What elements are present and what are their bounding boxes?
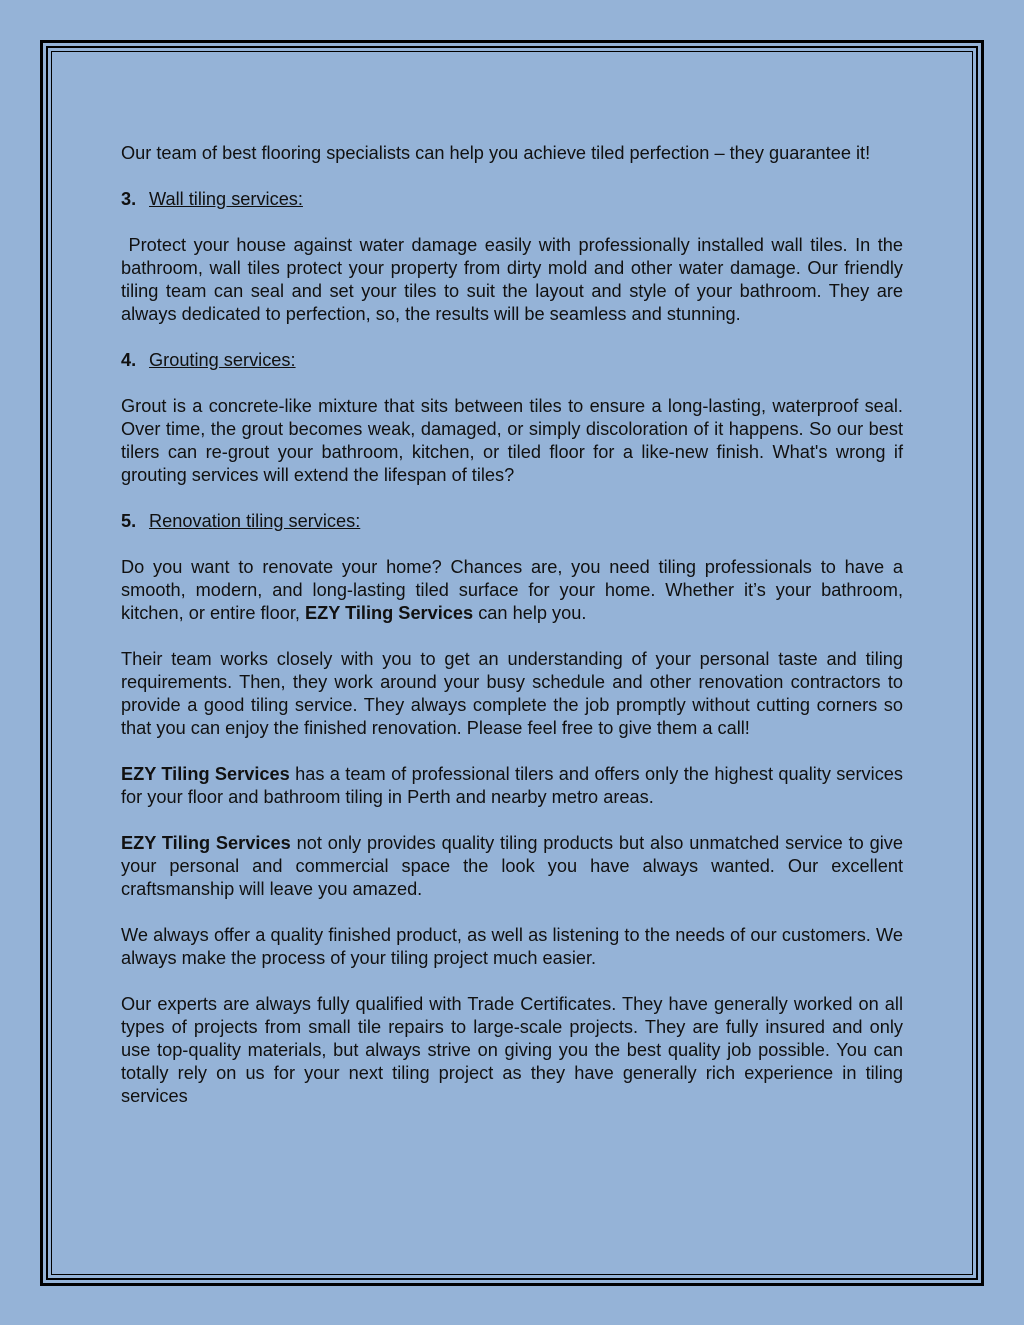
ezy-team-text: has a team of professional tilers and offers only the highest quality services for your floor and bathroom tiling in Perth and nearby metro areas. bbox=[121, 764, 903, 807]
heading-grouting bbox=[121, 349, 903, 372]
heading-number: 4. bbox=[121, 350, 137, 370]
wall-tiling-paragraph bbox=[121, 234, 903, 326]
ezy-service-text: not only provides quality tiling products but also unmatched service to give your personal and commercial space the look you have always wanted. Our excellent craftsmanship will leave you amazed. bbox=[121, 833, 903, 899]
heading-renovation bbox=[121, 510, 903, 533]
ezy-service-paragraph bbox=[121, 832, 903, 901]
brand-name: EZY Tiling Services bbox=[121, 764, 290, 784]
grouting-paragraph: Grout is a concrete-like mixture that sits between tiles to ensure a long-lasting, waterproof seal. Over time, the grout becomes weak, damaged, or simply discoloration of it happens. So our best tilers can re-grout your bathroom, kitchen, or tiled floor for a like-new finish. What's wrong if grouting services will extend the lifespan of tiles? bbox=[121, 396, 903, 485]
ezy-team-paragraph bbox=[121, 763, 903, 809]
heading-number: 5. bbox=[121, 511, 137, 531]
wall-tiling-text: Protect your house against water damage easily with professionally installed wall tiles. In the bathroom, wall tiles protect your property from dirty mold and other water damage. Our friendly tiling team can seal and set your tiles to suit the layout and style of your bathroom. They are always dedicated to perfection, so, the results will be seamless and stunning. bbox=[121, 235, 903, 324]
brand-name: EZY Tiling Services bbox=[305, 603, 474, 623]
heading-title: Grouting services: bbox=[149, 350, 296, 370]
heading-title: Renovation tiling services: bbox=[149, 511, 361, 531]
renovation-text-end: can help you. bbox=[473, 603, 587, 623]
heading-number: 3. bbox=[121, 189, 137, 209]
quality-paragraph: We always offer a quality finished product, as well as listening to the needs of our customers. We always make the process of your tiling project much easier. bbox=[121, 925, 903, 968]
experts-paragraph: Our experts are always fully qualified with Trade Certificates. They have generally worked on all types of projects from small tile repairs to large-scale projects. They are fully insured and only use top-quality materials, but always strive on giving you the best quality job possible. You can totally rely on us for your next tiling project as they have generally rich experience in tiling services bbox=[121, 994, 903, 1106]
document-body bbox=[121, 142, 903, 1131]
renovation-text: Do you want to renovate your home? Chances are, you need tiling professionals to have a smooth, modern, and long-lasting tiled surface for your home. Whether it’s your bathroom, kitchen, or entire floor, bbox=[121, 557, 903, 623]
intro-paragraph: Our team of best flooring specialists can help you achieve tiled perfection – they guarantee it! bbox=[121, 143, 871, 163]
team-paragraph: Their team works closely with you to get an understanding of your personal taste and tiling requirements. Then, they work around your busy schedule and other renovation contractors to provide a good tiling service. They always complete the job promptly without cutting corners so that you can enjoy the finished renovation. Please feel free to give them a call! bbox=[121, 649, 903, 738]
heading-wall-tiling bbox=[121, 188, 903, 211]
renovation-paragraph bbox=[121, 556, 903, 625]
heading-title: Wall tiling services: bbox=[149, 189, 303, 209]
brand-name: EZY Tiling Services bbox=[121, 833, 291, 853]
